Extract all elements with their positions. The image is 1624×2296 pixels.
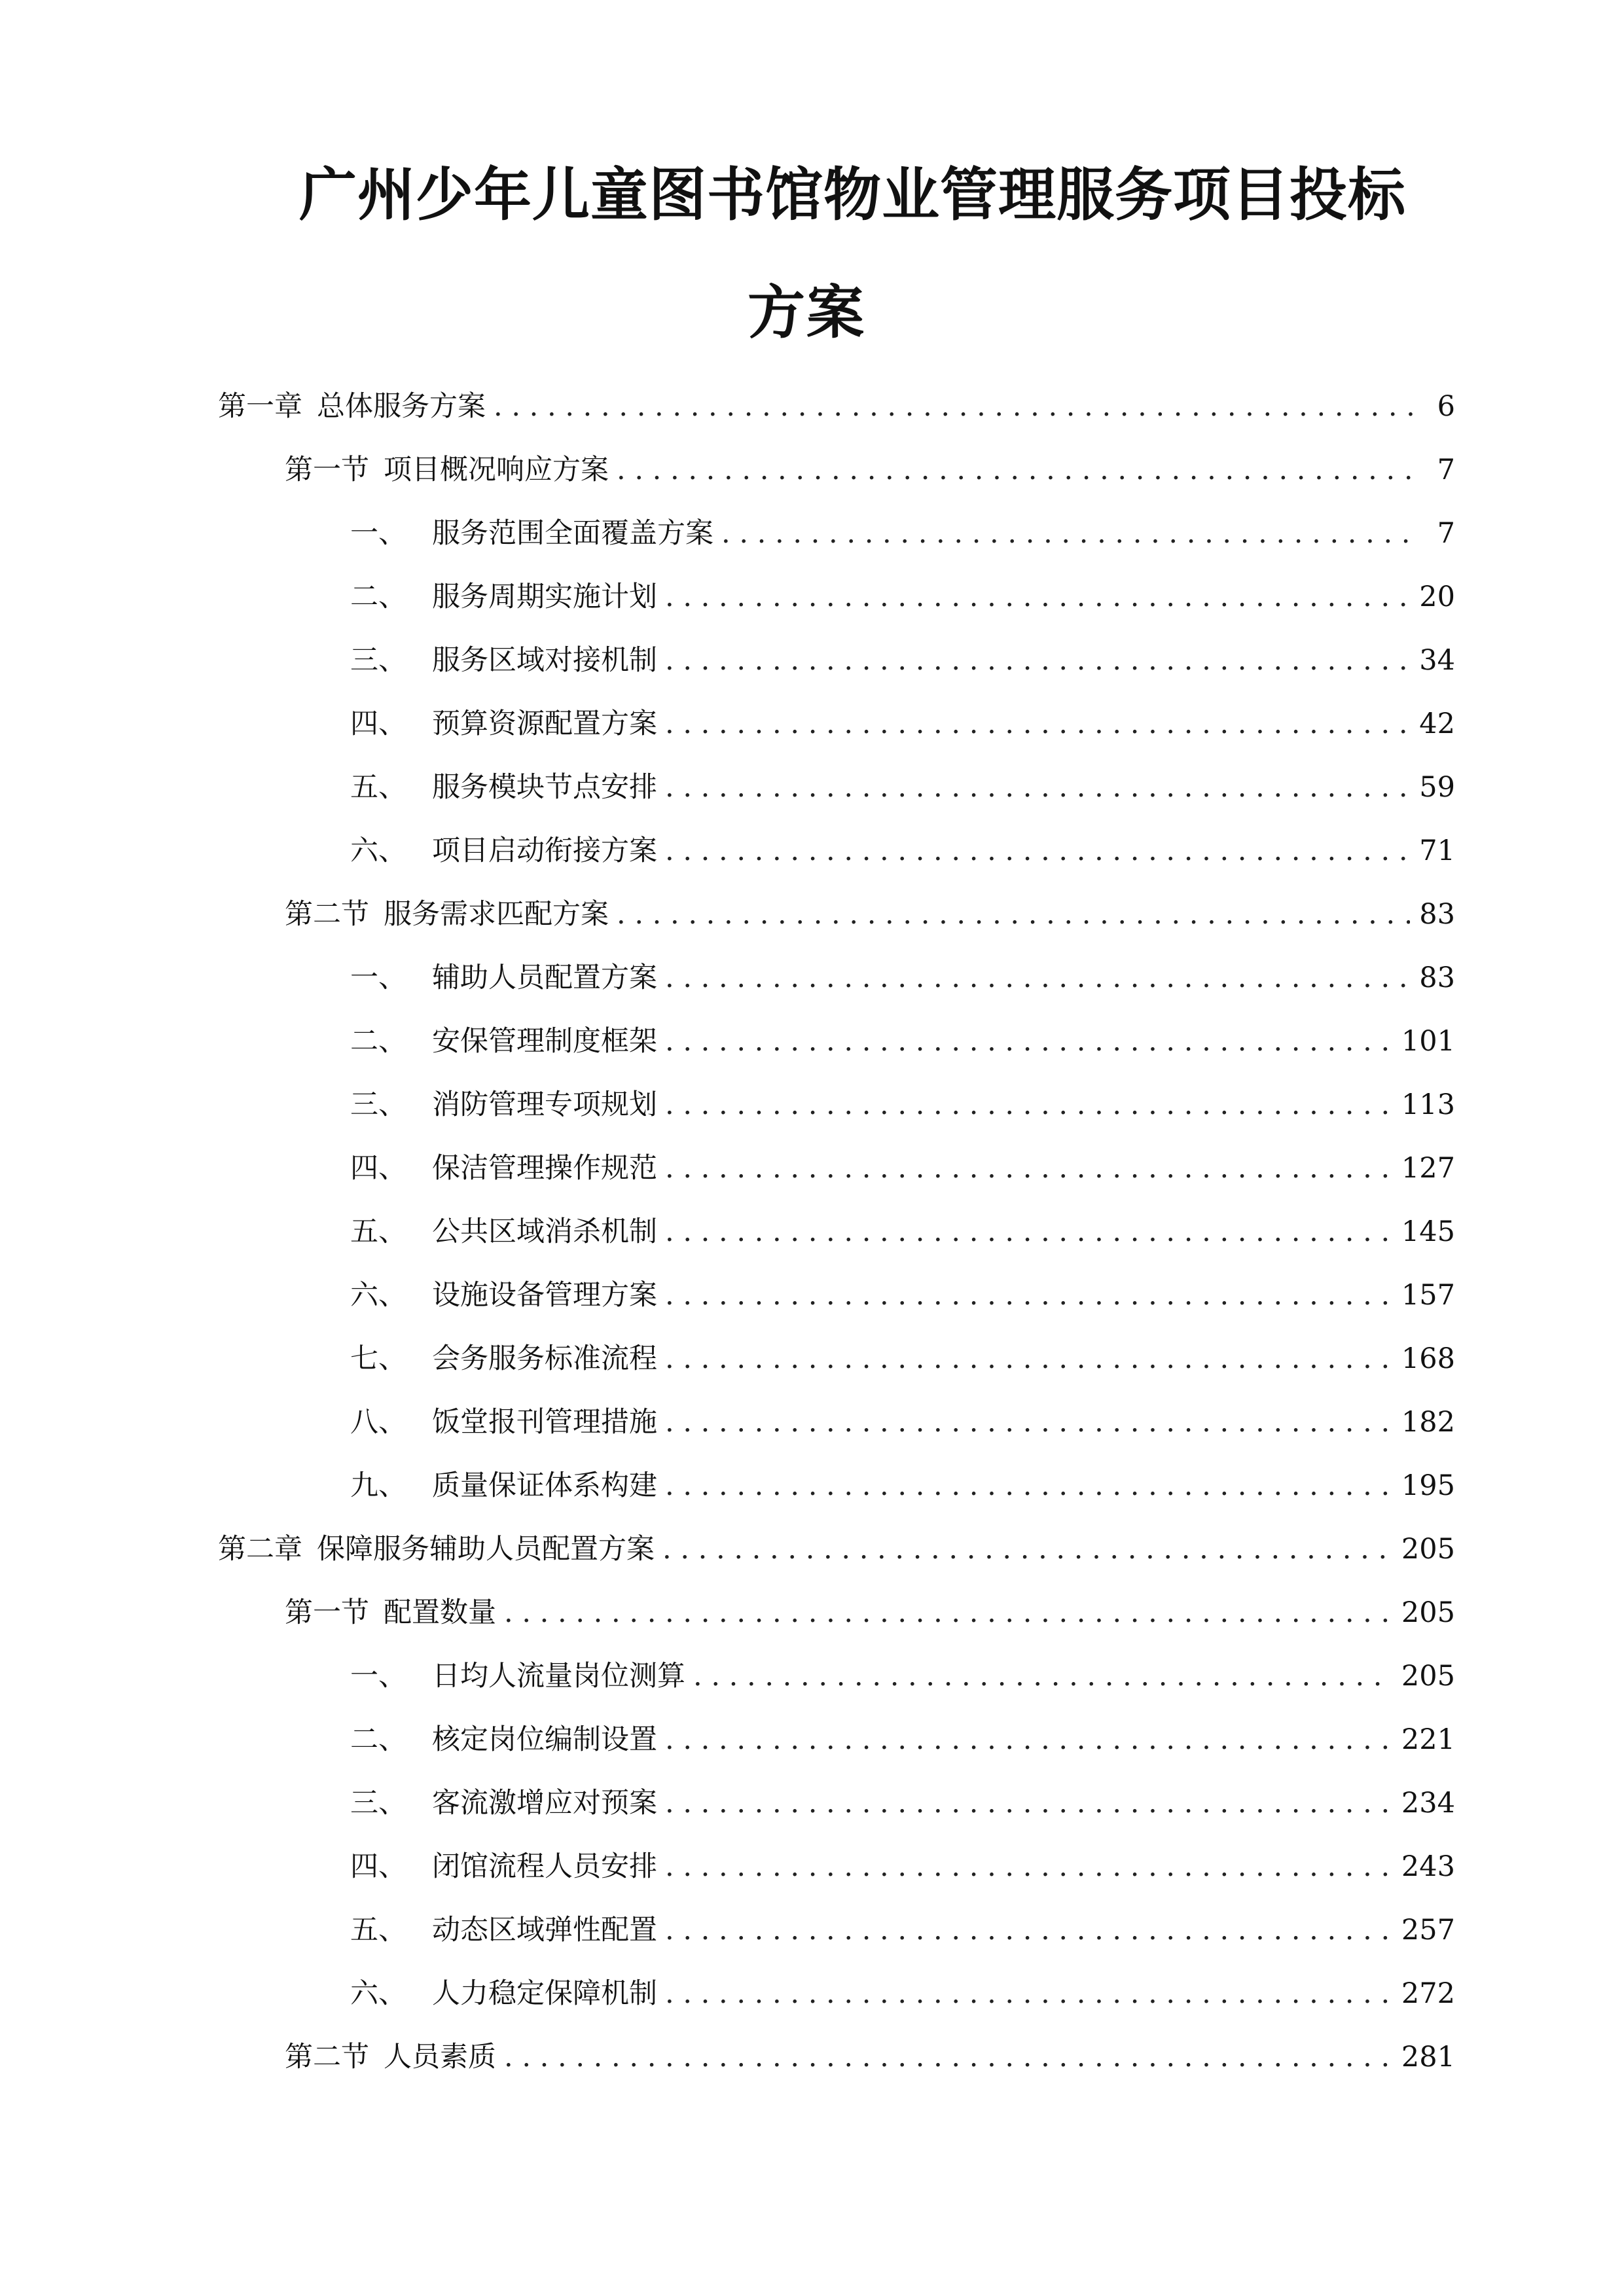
toc-entry-number: 一、: [350, 1660, 406, 1693]
toc-dot-leader: [665, 955, 1410, 1001]
toc-entry-title: 饭堂报刊管理措施: [432, 1406, 657, 1439]
toc-entry-subsection[interactable]: [350, 1844, 1455, 1890]
toc-dot-leader: [665, 1907, 1392, 1953]
toc-entry-subsection[interactable]: [350, 1717, 1455, 1763]
toc-entry-subsection[interactable]: [350, 511, 1455, 556]
toc-entry-chapter[interactable]: [218, 1526, 1455, 1572]
toc-entry-number: 第二节: [285, 898, 369, 931]
toc-entry-title: 预算资源配置方案: [432, 708, 657, 740]
toc-dot-leader: [665, 1399, 1392, 1445]
toc-entry-number: 第一节: [285, 454, 369, 486]
toc-entry-page: 127: [1401, 1152, 1455, 1185]
toc-entry-section[interactable]: [285, 1590, 1455, 1636]
toc-dot-leader: [504, 1590, 1392, 1636]
toc-entry-title: 服务需求匹配方案: [384, 898, 609, 931]
toc-entry-page: 272: [1401, 1977, 1455, 2010]
toc-dot-leader: [665, 574, 1410, 620]
toc-dot-leader: [665, 828, 1410, 874]
toc-entry-number: 七、: [350, 1342, 406, 1375]
toc-entry-page: 195: [1401, 1469, 1455, 1502]
toc-entry-title: 人力稳定保障机制: [432, 1977, 657, 2010]
toc-entry-title: 动态区域弹性配置: [432, 1914, 657, 1946]
toc-entry-number: 第二节: [285, 2041, 369, 2073]
toc-entry-title: 服务区域对接机制: [432, 644, 657, 677]
toc-entry-number: 一、: [350, 517, 406, 550]
toc-entry-page: 6: [1437, 390, 1455, 423]
toc-entry-subsection[interactable]: [350, 574, 1455, 620]
toc-entry-title: 日均人流量岗位测算: [432, 1660, 685, 1693]
toc-entry-title: 公共区域消杀机制: [432, 1215, 657, 1248]
toc-entry-title: 服务范围全面覆盖方案: [432, 517, 713, 550]
toc-entry-title: 核定岗位编制设置: [432, 1723, 657, 1756]
toc-dot-leader: [665, 1082, 1392, 1128]
toc-entry-page: 7: [1437, 454, 1455, 486]
document-title-line-2: 方案: [748, 279, 866, 346]
toc-entry-title: 会务服务标准流程: [432, 1342, 657, 1375]
toc-entry-number: 第一章: [218, 390, 302, 423]
toc-entry-number: 第二章: [218, 1533, 302, 1566]
toc-entry-page: 20: [1419, 581, 1455, 613]
toc-dot-leader: [665, 1018, 1392, 1064]
toc-entry-subsection[interactable]: [350, 1018, 1455, 1064]
toc-entry-number: 二、: [350, 581, 406, 613]
toc-entry-number: 五、: [350, 1914, 406, 1946]
toc-entry-title: 总体服务方案: [317, 390, 486, 423]
toc-entry-subsection[interactable]: [350, 1272, 1455, 1318]
toc-entry-number: 五、: [350, 771, 406, 804]
toc-entry-number: 三、: [350, 644, 406, 677]
toc-entry-title: 客流激增应对预案: [432, 1787, 657, 1820]
toc-entry-title: 辅助人员配置方案: [432, 961, 657, 994]
toc-entry-page: 83: [1419, 898, 1455, 931]
toc-entry-subsection[interactable]: [350, 701, 1455, 747]
toc-dot-leader: [617, 891, 1410, 937]
toc-entry-subsection[interactable]: [350, 1907, 1455, 1953]
toc-entry-chapter[interactable]: [218, 384, 1455, 429]
toc-dot-leader: [665, 1780, 1392, 1826]
toc-entry-number: 九、: [350, 1469, 406, 1502]
toc-entry-number: 二、: [350, 1723, 406, 1756]
toc-entry-title: 服务周期实施计划: [432, 581, 657, 613]
toc-entry-page: 243: [1401, 1850, 1455, 1883]
toc-entry-page: 234: [1401, 1787, 1455, 1820]
toc-entry-number: 四、: [350, 708, 406, 740]
toc-entry-number: 四、: [350, 1850, 406, 1883]
toc-entry-page: 205: [1401, 1660, 1455, 1693]
toc-entry-title: 项目概况响应方案: [384, 454, 609, 486]
toc-dot-leader: [665, 1145, 1392, 1191]
toc-entry-page: 59: [1419, 771, 1455, 804]
toc-entry-subsection[interactable]: [350, 1336, 1455, 1382]
toc-dot-leader: [693, 1653, 1392, 1699]
toc-dot-leader: [504, 2034, 1392, 2080]
toc-entry-section[interactable]: [285, 891, 1455, 937]
toc-dot-leader: [721, 511, 1420, 556]
toc-entry-page: 7: [1437, 517, 1455, 550]
toc-entry-page: 205: [1401, 1533, 1455, 1566]
toc-entry-page: 168: [1401, 1342, 1455, 1375]
toc-entry-number: 二、: [350, 1025, 406, 1058]
toc-dot-leader: [665, 1209, 1392, 1255]
toc-entry-title: 质量保证体系构建: [432, 1469, 657, 1502]
toc-entry-title: 服务模块节点安排: [432, 771, 657, 804]
toc-dot-leader: [665, 1844, 1392, 1890]
toc-entry-page: 113: [1401, 1088, 1455, 1121]
toc-dot-leader: [665, 701, 1410, 747]
toc-entry-number: 三、: [350, 1088, 406, 1121]
toc-entry-section[interactable]: [285, 2034, 1455, 2080]
toc-dot-leader: [665, 1971, 1392, 2017]
toc-entry-number: 四、: [350, 1152, 406, 1185]
toc-dot-leader: [665, 1717, 1392, 1763]
toc-entry-subsection[interactable]: [350, 764, 1455, 810]
toc-entry-page: 101: [1401, 1025, 1455, 1058]
toc-entry-page: 34: [1419, 644, 1455, 677]
toc-entry-subsection[interactable]: [350, 637, 1455, 683]
toc-entry-subsection[interactable]: [350, 828, 1455, 874]
toc-entry-title: 消防管理专项规划: [432, 1088, 657, 1121]
toc-entry-number: 三、: [350, 1787, 406, 1820]
toc-entry-number: 六、: [350, 1977, 406, 2010]
toc-entry-page: 145: [1401, 1215, 1455, 1248]
toc-entry-page: 281: [1401, 2041, 1455, 2073]
toc-entry-title: 闭馆流程人员安排: [432, 1850, 657, 1883]
toc-entry-title: 保洁管理操作规范: [432, 1152, 657, 1185]
toc-dot-leader: [665, 1336, 1392, 1382]
toc-entry-title: 设施设备管理方案: [432, 1279, 657, 1312]
toc-entry-title: 保障服务辅助人员配置方案: [317, 1533, 655, 1566]
toc-entry-subsection[interactable]: [350, 1653, 1455, 1699]
toc-entry-number: 五、: [350, 1215, 406, 1248]
toc-entry-subsection[interactable]: [350, 1209, 1455, 1255]
toc-entry-number: 第一节: [285, 1596, 369, 1629]
toc-entry-page: 42: [1419, 708, 1455, 740]
toc-entry-subsection[interactable]: [350, 1145, 1455, 1191]
toc-entry-subsection[interactable]: [350, 1082, 1455, 1128]
toc-entry-page: 257: [1401, 1914, 1455, 1946]
toc-entry-number: 八、: [350, 1406, 406, 1439]
toc-entry-section[interactable]: [285, 447, 1455, 493]
toc-entry-title: 安保管理制度框架: [432, 1025, 657, 1058]
toc-dot-leader: [665, 1463, 1392, 1509]
toc-entry-page: 182: [1401, 1406, 1455, 1439]
toc-dot-leader: [665, 764, 1410, 810]
toc-entry-title: 人员素质: [384, 2041, 496, 2073]
toc-entry-number: 一、: [350, 961, 406, 994]
toc-entry-page: 157: [1401, 1279, 1455, 1312]
toc-entry-page: 71: [1419, 834, 1455, 867]
toc-entry-title: 配置数量: [384, 1596, 496, 1629]
toc-entry-number: 六、: [350, 834, 406, 867]
toc-dot-leader: [665, 1272, 1392, 1318]
document-title-line-1: 广州少年儿童图书馆物业管理服务项目投标: [299, 161, 1407, 228]
toc-entry-page: 221: [1401, 1723, 1455, 1756]
toc-dot-leader: [617, 447, 1420, 493]
toc-entry-subsection[interactable]: [350, 955, 1455, 1001]
toc-entry-subsection[interactable]: [350, 1399, 1455, 1445]
toc-entry-subsection[interactable]: [350, 1463, 1455, 1509]
toc-dot-leader: [662, 1526, 1392, 1572]
toc-dot-leader: [494, 384, 1420, 429]
toc-entry-page: 83: [1419, 961, 1455, 994]
toc-entry-subsection[interactable]: [350, 1780, 1455, 1826]
toc-entry-subsection[interactable]: [350, 1971, 1455, 2017]
toc-entry-number: 六、: [350, 1279, 406, 1312]
toc-dot-leader: [665, 637, 1410, 683]
toc-entry-title: 项目启动衔接方案: [432, 834, 657, 867]
toc-entry-page: 205: [1401, 1596, 1455, 1629]
